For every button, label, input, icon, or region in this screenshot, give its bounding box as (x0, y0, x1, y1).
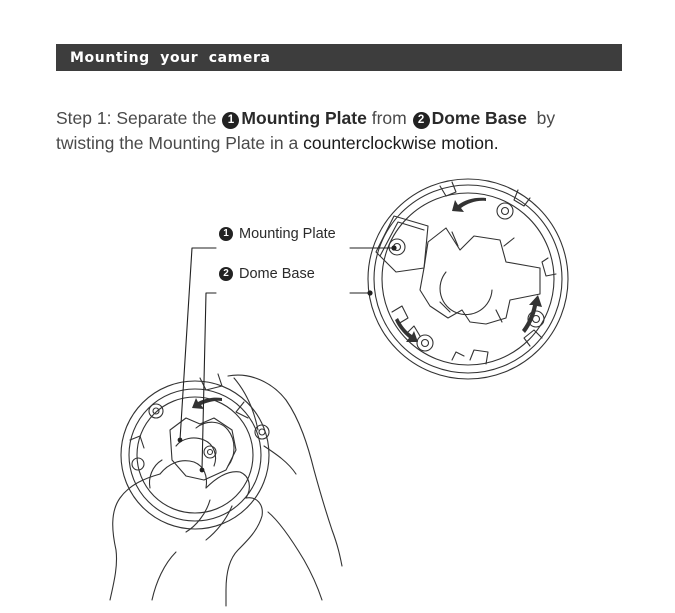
step-prefix: Step 1: Separate the (56, 108, 217, 128)
callout-number-1: 1 (219, 227, 233, 241)
step-line1-end: by (536, 108, 556, 128)
rotation-arrow-small (192, 398, 222, 409)
hand-twisting-drawing (110, 374, 342, 606)
motion-term: counterclockwise motion (303, 133, 494, 153)
mounting-plate-term: Mounting Plate (241, 108, 367, 128)
dome-base-drawing (368, 179, 568, 379)
mounting-plate-callout (218, 226, 336, 242)
step-period: . (493, 133, 499, 153)
number-badge-2: 2 (413, 112, 430, 129)
dome-base-callout-label: Dome Base (239, 266, 315, 282)
section-title: Mounting your camera (70, 49, 271, 66)
step-line2-start: twisting the Mounting Plate in a (56, 133, 299, 153)
step-connector: from (371, 108, 407, 128)
callout-number-2: 2 (219, 267, 233, 281)
mounting-plate-callout-label: Mounting Plate (239, 226, 336, 242)
dome-base-term: Dome Base (431, 108, 527, 128)
number-badge-1: 1 (222, 112, 239, 129)
dome-base-callout (218, 266, 315, 282)
